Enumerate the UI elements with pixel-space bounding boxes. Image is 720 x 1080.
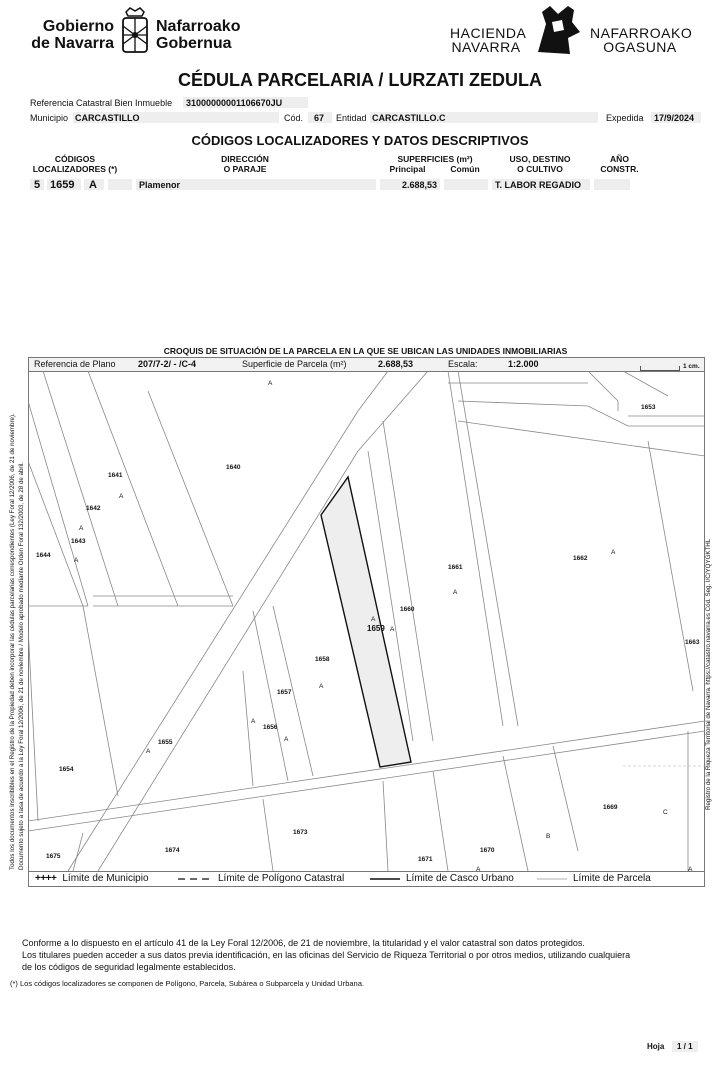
map-label-1663-15: 1663 xyxy=(685,639,700,646)
cod-value: 67 xyxy=(314,113,325,123)
map-label-1661-13: 1661 xyxy=(448,564,463,571)
map-label-1656-8: 1656 xyxy=(263,724,278,731)
row-uso: T. LABOR REGADIO xyxy=(495,180,582,190)
expedida-value: 17/9/2024 xyxy=(654,113,695,123)
side-text-left-1: Todos los documentos inscribibles en el Registro de la Propiedad deben incorporar las cédulas parcelarias correspondientes (Ley Foral 12/2006, de 21 de noviembre). xyxy=(9,413,16,870)
map-label-1655-7: 1655 xyxy=(158,739,173,746)
map-label-1653-5: 1653 xyxy=(641,404,656,411)
superficie-label: Superficie de Parcela (m²) xyxy=(242,359,347,369)
ref-catastral-value: 31000000001106670JU xyxy=(186,98,283,108)
expedida-label: Expedida xyxy=(606,113,644,123)
hoja-label: Hoja xyxy=(647,1042,665,1051)
municipio-value: CARCASTILLO xyxy=(75,113,140,123)
hacienda-emblem-icon xyxy=(528,2,588,60)
page-title: CÉDULA PARCELARIA / LURZATI ZEDULA xyxy=(178,70,542,90)
map-label-A-22: A xyxy=(268,380,273,387)
solid-line-icon xyxy=(370,874,400,884)
col-uso-line1: USO, DESTINO xyxy=(509,154,571,164)
map-label-1675-21: 1675 xyxy=(46,853,61,860)
map-label-1643-3: 1643 xyxy=(71,538,86,545)
map-label-1640-0: 1640 xyxy=(226,464,241,471)
map-label-A-33: A xyxy=(146,748,151,755)
superficie-value: 2.688,53 xyxy=(378,359,414,369)
ref-catastral-label: Referencia Catastral Bien Inmueble xyxy=(30,98,173,108)
cadastral-map[interactable] xyxy=(28,371,705,872)
map-label-A-28: A xyxy=(390,626,395,633)
col-uso xyxy=(495,154,585,174)
map-label-1673-19: 1673 xyxy=(293,829,308,836)
map-label-1658-10: 1658 xyxy=(315,656,330,663)
col-superficies: SUPERFICIES (m²) xyxy=(397,154,473,164)
entidad-label: Entidad xyxy=(336,113,367,123)
col-codigos-line1: CÓDIGOS xyxy=(54,154,96,164)
thin-line-icon xyxy=(537,874,567,884)
legend-casco xyxy=(370,873,514,884)
row-principal: 2.688,53 xyxy=(402,180,438,190)
legend-poligono xyxy=(178,873,344,884)
oga-line1: NAFARROAKO xyxy=(590,25,693,41)
legend-parcela xyxy=(537,873,651,884)
map-label-1659-11: 1659 xyxy=(367,624,385,633)
col-ano-line2: CONSTR. xyxy=(600,164,639,174)
oga-line2: OGASUNA xyxy=(603,39,677,55)
map-label-A-35: A xyxy=(688,866,693,872)
codes-title: CÓDIGOS LOCALIZADORES Y DATOS DESCRIPTIVOS xyxy=(191,133,529,148)
ogasuna-logo-text xyxy=(590,25,693,55)
side-text-left-2: Documento sujeto a tasa de acuerdo a la Ley Foral 12/2006, de 21 de noviembre / Modelo aprobado mediante Orden Foral 132/2003, de 28 de abril. xyxy=(18,462,25,870)
naf-line2: Gobernua xyxy=(156,35,232,52)
map-label-1660-12: 1660 xyxy=(400,606,415,613)
legend-parcela-text: Límite de Parcela xyxy=(573,873,651,884)
map-label-1671-18: 1671 xyxy=(418,856,433,863)
row-subarea: A xyxy=(89,179,97,191)
map-label-1657-9: 1657 xyxy=(277,689,292,696)
entidad-value: CARCASTILLO.C xyxy=(372,113,446,123)
col-ano-line1: AÑO xyxy=(610,154,629,164)
col-codigos-line2: LOCALIZADORES (*) xyxy=(32,164,118,174)
map-label-1670-17: 1670 xyxy=(480,847,495,854)
legend-municipio-symbol: ++++ xyxy=(35,873,57,884)
col-direccion-line2: O PARAJE xyxy=(223,164,267,174)
col-uso-line2: O CULTIVO xyxy=(517,164,563,174)
map-label-A-24: A xyxy=(79,525,84,532)
map-label-A-25: A xyxy=(74,557,79,564)
legend-casco-text: Límite de Casco Urbano xyxy=(406,873,514,884)
nafarroako-logo-text xyxy=(156,18,240,52)
row-parcela: 1659 xyxy=(50,179,75,191)
col-principal: Principal xyxy=(389,164,426,174)
legal-p3: de los códigos de seguridad legalmente establecidos. xyxy=(22,962,236,972)
row-poligono: 5 xyxy=(34,179,41,191)
map-label-A-32: A xyxy=(251,718,256,725)
cod-label: Cód. xyxy=(284,113,304,123)
municipio-label: Municipio xyxy=(30,113,69,123)
gob-line2: de Navarra xyxy=(31,35,114,52)
legend-municipio xyxy=(35,873,149,884)
map-label-A-30: A xyxy=(319,683,324,690)
map-label-1654-6: 1654 xyxy=(59,766,74,773)
escala-value: 1:2.000 xyxy=(508,359,539,369)
map-label-C-37: C xyxy=(663,809,668,816)
col-codigos xyxy=(20,154,130,174)
map-label-A-23: A xyxy=(119,493,124,500)
map-label-A-26: A xyxy=(453,589,458,596)
col-direccion-line1: DIRECCIÓN xyxy=(221,154,269,164)
legend-municipio-text: Límite de Municipio xyxy=(62,873,149,884)
map-label-B-36: B xyxy=(546,833,551,840)
hac-line1: HACIENDA xyxy=(450,25,527,41)
naf-line1: Nafarroako xyxy=(156,18,241,35)
col-comun: Común xyxy=(450,164,480,174)
plano-value: 207/7-2/ - /C-4 xyxy=(138,359,197,369)
dashed-line-icon xyxy=(178,874,212,884)
hoja-value: 1 / 1 xyxy=(677,1042,693,1051)
gobierno-logo-text xyxy=(31,18,114,52)
map-label-A-27: A xyxy=(611,549,616,556)
hacienda-logo-text xyxy=(450,25,527,55)
plano-label: Referencia de Plano xyxy=(34,359,116,369)
legal-notice xyxy=(22,937,712,973)
scale-bar-label: 1 cm. xyxy=(683,363,700,370)
map-label-1662-14: 1662 xyxy=(573,555,588,562)
navarra-coat-of-arms-icon xyxy=(118,6,152,56)
side-text-right: Registro de la Riqueza Territorial de Navarra. https://catastro.navarra.es Cód. Seg. I/C/YQYGKTHL xyxy=(705,538,712,810)
escala-label: Escala: xyxy=(448,359,478,369)
hac-line2: NAVARRA xyxy=(451,39,521,55)
codes-note: (*) Los códigos localizadores se componen de Polígono, Parcela, Subárea o Subparcela y Unidad Urbana. xyxy=(10,979,364,988)
legend-poligono-text: Límite de Polígono Catastral xyxy=(218,873,345,884)
map-label-A-31: A xyxy=(284,736,289,743)
map-label-1641-1: 1641 xyxy=(108,472,123,479)
legal-p2: Los titulares pueden acceder a sus datos previa identificación, en las oficinas del Servicio de Riqueza Territorial o por otros medios, utilizando cualquiera xyxy=(22,950,631,960)
map-label-A-34: A xyxy=(476,866,481,872)
map-label-1669-16: 1669 xyxy=(603,804,618,811)
map-label-1642-2: 1642 xyxy=(86,505,101,512)
map-label-1674-20: 1674 xyxy=(165,847,180,854)
map-label-1644-4: 1644 xyxy=(36,552,51,559)
row-paraje: Plamenor xyxy=(139,180,181,190)
col-ano xyxy=(592,154,647,174)
map-label-A-29: A xyxy=(371,616,376,623)
col-direccion xyxy=(200,154,290,174)
croquis-title: CROQUIS DE SITUACIÓN DE LA PARCELA EN LA QUE SE UBICAN LAS UNIDADES INMOBILIARIAS xyxy=(163,346,568,356)
legal-p1: Conforme a lo dispuesto en el artículo 41 de la Ley Foral 12/2006, de 21 de noviembre, la titularidad y el valor catastral son datos protegidos. xyxy=(22,938,585,948)
gob-line1: Gobierno xyxy=(42,18,114,35)
